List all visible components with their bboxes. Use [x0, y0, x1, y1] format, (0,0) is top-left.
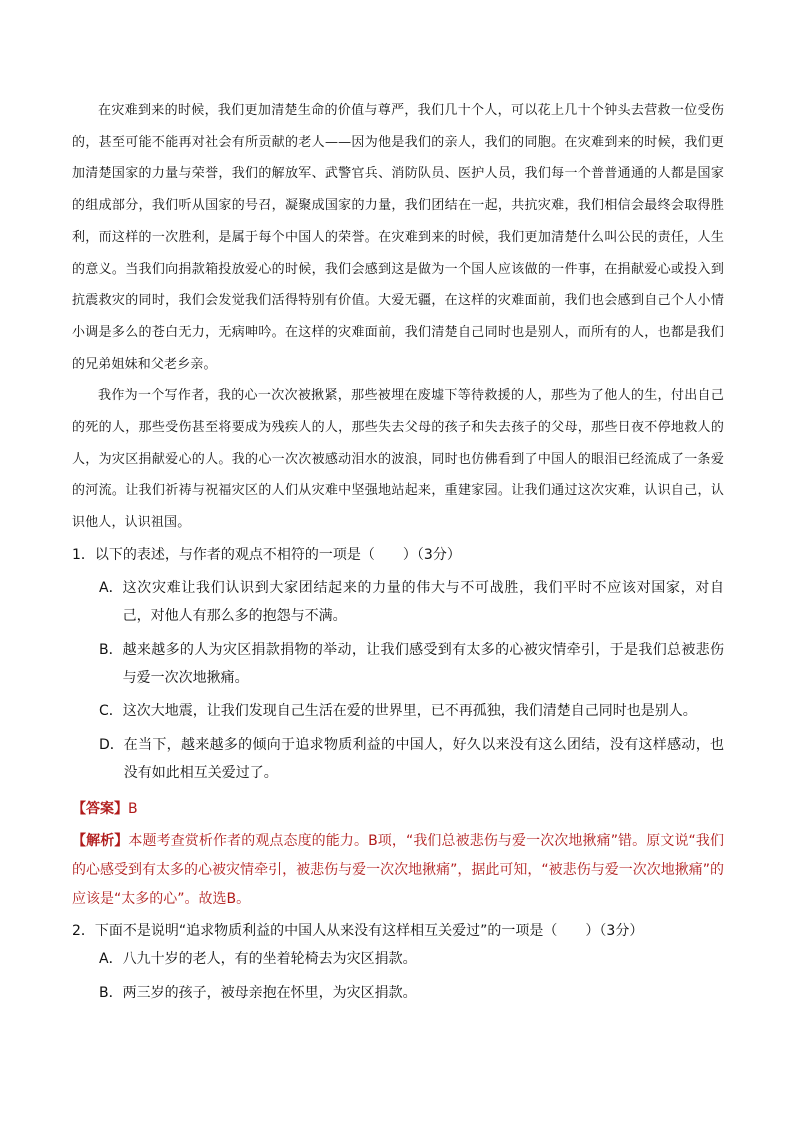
option-b-text: 两三岁的孩子，被母亲抱在怀里，为灾区捐款。	[122, 984, 417, 1001]
option-c-letter: C．	[99, 703, 123, 720]
option-b-text: 越来越多的人为灾区捐款捐物的举动，让我们感受到有太多的心被灾情牵引，于是我们总被悲伤与爱一次次地揪痛。	[122, 641, 724, 687]
document-page	[72, 95, 724, 1008]
option-b	[72, 978, 724, 1008]
questions-section	[72, 544, 724, 1008]
analysis-tag: 【解析】	[72, 832, 129, 849]
analysis-text: 本题考查赏析作者的观点态度的能力。B项，“我们总被悲伤与爱一次次地揪痛”错。原文说“我们的心感受到有太多的心被灾情牵引，被悲伤与爱一次次地揪痛”，据此可知，“被悲伤与爱一次次地揪痛”的应该是“太多的心”。故选B。	[72, 832, 724, 907]
passage-paragraph-1: 在灾难到来的时候，我们更加清楚生命的价值与尊严，我们几十个人，可以花上几十个钟头去营救一位受伤的，甚至可能不能再对社会有所贡献的老人——因为他是我们的亲人，我们的同胞。在灾难到来的时候，我们更加清楚国家的力量与荣誉，我们的解放军、武警官兵、消防队员、医护人员，我们每一个普普通通的人都是国家的组成部分，我们听从国家的号召，凝聚成国家的力量，我们团结在一起，共抗灾难，我们相信会最终会取得胜利，而这样的一次胜利，是属于每个中国人的荣誉。在灾难到来的时候，我们更加清楚什么叫公民的责任，人生的意义。当我们向捐款箱投放爱心的时候，我们会感到这是做为一个国人应该做的一件事，在捐献爱心或投入到抗震救灾的同时，我们会发觉我们活得特别有价值。大爱无疆，在这样的灾难面前，我们也会感到自己个人小情小调是多么的苍白无力，无病呻吟。在这样的灾难面前，我们清楚自己同时也是别人，而所有的人，也都是我们的兄弟姐妹和父老乡亲。	[72, 103, 724, 372]
option-a-letter: A．	[99, 579, 123, 596]
answer-value: B	[128, 800, 138, 817]
option-d-text: 在当下，越来越多的倾向于追求物质利益的中国人，好久以来没有这么团结，没有这样感动，也没有如此相互关爱过了。	[123, 736, 724, 782]
option-b-letter: B．	[99, 641, 123, 658]
answer-line	[72, 798, 724, 820]
question-2	[72, 920, 724, 1008]
question-2-stem: 2．下面不是说明“追求物质利益的中国人从来没有这样相互关爱过”的一项是（ ）（3分）	[72, 922, 644, 939]
option-a	[72, 574, 724, 631]
analysis-block	[72, 827, 724, 914]
option-d-letter: D．	[99, 736, 124, 753]
question-1-options	[72, 574, 724, 788]
question-1	[72, 544, 724, 914]
question-1-stem: 1．以下的表述，与作者的观点不相符的一项是（ ）（3分）	[72, 546, 461, 563]
passage-paragraph-2: 我作为一个写作者，我的心一次次被揪紧，那些被埋在废墟下等待救援的人，那些为了他人的生，付出自己的死的人，那些受伤甚至将要成为残疾人的人，那些失去父母的孩子和失去孩子的父母，那些日夜不停地救人的人，为灾区捐献爱心的人。我的心一次次被感动泪水的波浪，同时也仿佛看到了中国人的眼泪已经流成了一条爱的河流。让我们祈祷与祝福灾区的人们从灾难中坚强地站起来，重建家园。让我们通过这次灾难，认识自己，认识他人，认识祖国。	[72, 388, 724, 531]
question-2-options	[72, 944, 724, 1008]
reading-passage	[72, 95, 724, 539]
option-a-text: 八九十岁的老人，有的坐着轮椅去为灾区捐款。	[122, 950, 417, 967]
option-b	[72, 636, 724, 693]
option-c	[72, 697, 724, 725]
option-b-letter: B．	[99, 984, 123, 1001]
answer-tag: 【答案】	[72, 800, 128, 817]
option-a-letter: A．	[99, 950, 123, 967]
option-c-text: 这次大地震，让我们发现自己生活在爱的世界里，已不再孤独，我们清楚自己同时也是别人。	[122, 703, 697, 720]
option-a	[72, 944, 724, 974]
option-d	[72, 731, 724, 788]
option-a-text: 这次灾难让我们认识到大家团结起来的力量的伟大与不可战胜，我们平时不应该对国家，对自己，对他人有那么多的抱怨与不满。	[122, 579, 724, 625]
